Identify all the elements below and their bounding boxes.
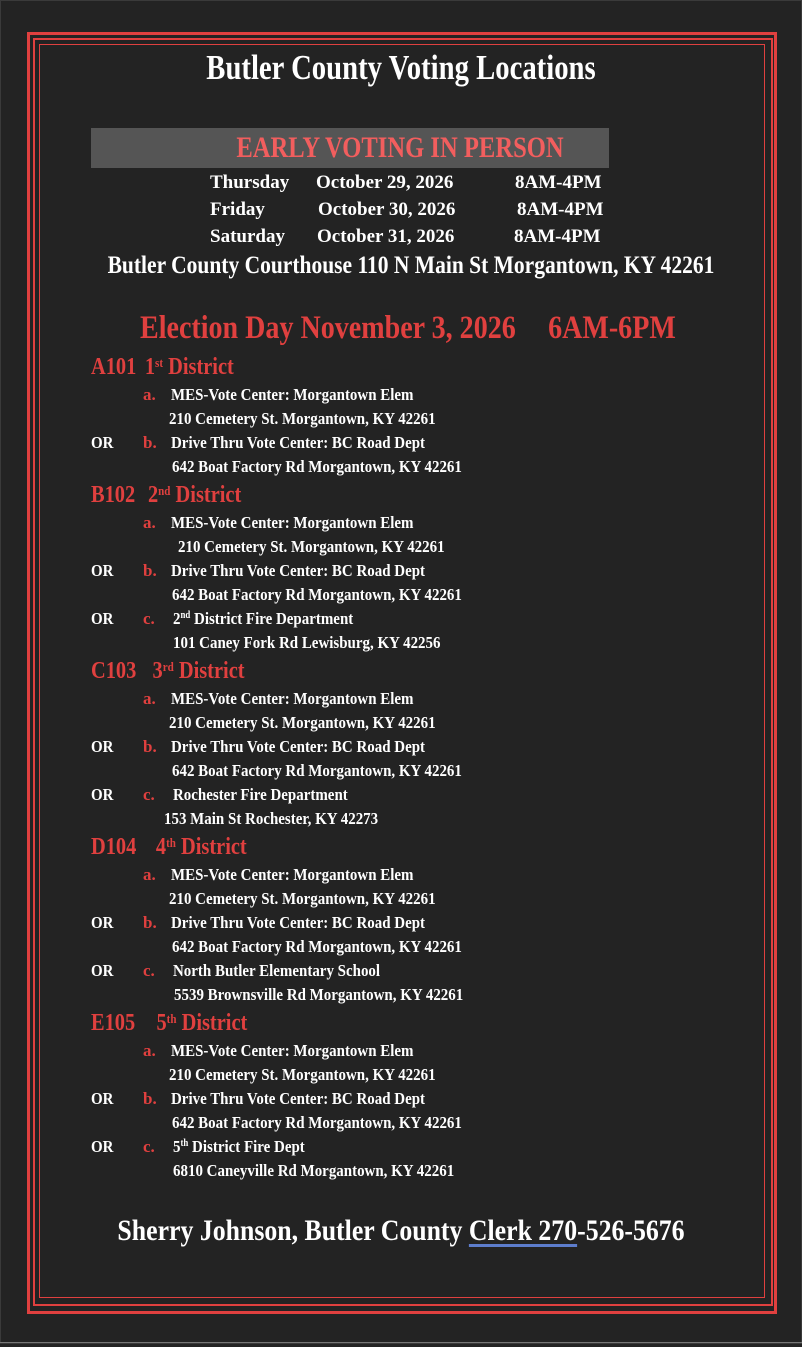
site-name: Drive Thru Vote Center: BC Road Dept <box>171 561 426 580</box>
site-marker: c. <box>143 785 155 804</box>
site-address: 6810 Caneyville Rd Morgantown, KY 42261 <box>173 1161 455 1180</box>
site-name <box>173 1137 305 1157</box>
district-ordinal: nd <box>158 483 171 498</box>
site-name-number: 2 <box>173 609 181 628</box>
site-marker: a. <box>143 385 156 404</box>
page-title: Butler County Voting Locations <box>206 48 596 87</box>
or-label: OR <box>91 561 114 580</box>
early-hours: 8AM-4PM <box>517 199 604 220</box>
or-label: OR <box>91 433 114 452</box>
election-day-hours: 6AM-6PM <box>548 310 676 346</box>
site-name-rest: District Fire Dept <box>188 1137 305 1156</box>
district-number: 4 <box>155 834 167 860</box>
or-label: OR <box>91 913 114 932</box>
or-label: OR <box>91 785 114 804</box>
district-heading <box>91 482 241 509</box>
site-address: 153 Main St Rochester, KY 42273 <box>164 809 379 828</box>
site-address: 210 Cemetery St. Morgantown, KY 42261 <box>169 1065 436 1084</box>
early-date: October 29, 2026 <box>316 172 454 193</box>
or-label: OR <box>91 609 114 628</box>
site-marker: b. <box>143 1089 157 1108</box>
clerk-name: Sherry Johnson, Butler County <box>117 1214 469 1247</box>
district-number: 2 <box>147 482 159 508</box>
site-marker: b. <box>143 561 157 580</box>
district-word: District <box>181 834 247 860</box>
district-heading <box>91 354 234 381</box>
site-name: MES-Vote Center: Morgantown Elem <box>171 1041 414 1060</box>
site-address: 642 Boat Factory Rd Morgantown, KY 42261 <box>172 761 462 780</box>
district-number: 5 <box>156 1010 167 1036</box>
site-marker: c. <box>143 1137 155 1156</box>
district-word: District <box>168 354 234 380</box>
district-number: 3 <box>152 658 163 684</box>
early-hours: 8AM-4PM <box>514 226 601 247</box>
early-day: Saturday <box>210 226 285 247</box>
bottom-divider <box>0 1342 802 1343</box>
clerk-contact <box>56 1214 746 1248</box>
district-ordinal: st <box>155 355 164 370</box>
site-name: MES-Vote Center: Morgantown Elem <box>171 689 414 708</box>
site-address: 210 Cemetery St. Morgantown, KY 42261 <box>178 537 445 556</box>
district-ordinal: th <box>166 835 176 850</box>
site-address: 642 Boat Factory Rd Morgantown, KY 42261 <box>172 1113 462 1132</box>
district-word: District <box>175 482 242 508</box>
early-day: Thursday <box>210 172 290 193</box>
district-ordinal: rd <box>162 659 174 674</box>
district-number: 1 <box>144 354 156 380</box>
site-marker: b. <box>143 737 157 756</box>
site-name-ordinal: nd <box>180 610 191 621</box>
district-code: D104 <box>91 834 137 860</box>
or-label: OR <box>91 1089 114 1108</box>
early-date: October 31, 2026 <box>317 226 455 247</box>
district-code: A101 <box>91 354 137 380</box>
site-name <box>173 609 353 629</box>
site-name: MES-Vote Center: Morgantown Elem <box>171 513 414 532</box>
site-name: Rochester Fire Department <box>173 785 348 804</box>
site-address: 210 Cemetery St. Morgantown, KY 42261 <box>169 889 436 908</box>
district-heading <box>91 658 245 685</box>
district-heading <box>91 834 247 861</box>
clerk-phone-rest: -526-5676 <box>577 1214 685 1247</box>
site-name-ordinal: th <box>180 1138 189 1149</box>
site-marker: a. <box>143 1041 156 1060</box>
site-address: 642 Boat Factory Rd Morgantown, KY 42261 <box>172 937 462 956</box>
site-name: Drive Thru Vote Center: BC Road Dept <box>171 1089 426 1108</box>
site-name: Drive Thru Vote Center: BC Road Dept <box>171 913 426 932</box>
site-marker: b. <box>143 433 157 452</box>
early-hours: 8AM-4PM <box>515 172 602 193</box>
site-address: 210 Cemetery St. Morgantown, KY 42261 <box>169 409 436 428</box>
site-name: Drive Thru Vote Center: BC Road Dept <box>171 433 426 452</box>
district-heading <box>91 1010 247 1037</box>
district-word: District <box>181 1010 248 1036</box>
site-marker: b. <box>143 913 157 932</box>
or-label: OR <box>91 961 114 980</box>
site-address: 5539 Brownsville Rd Morgantown, KY 42261 <box>174 985 464 1004</box>
site-marker: a. <box>143 689 156 708</box>
courthouse-address: Butler County Courthouse 110 N Main St Morgantown, KY 42261 <box>107 252 715 279</box>
or-label: OR <box>91 737 114 756</box>
election-day-date: Election Day November 3, 2026 <box>140 310 516 346</box>
district-code: C103 <box>91 658 137 684</box>
district-ordinal: th <box>166 1011 177 1026</box>
site-marker: c. <box>143 961 155 980</box>
site-address: 210 Cemetery St. Morgantown, KY 42261 <box>169 713 436 732</box>
site-address: 642 Boat Factory Rd Morgantown, KY 42261 <box>172 457 462 476</box>
site-name-rest: District Fire Department <box>190 609 354 628</box>
clerk-phone-link[interactable]: Clerk 270 <box>468 1214 578 1247</box>
district-word: District <box>178 658 245 684</box>
election-day-heading <box>140 310 676 347</box>
site-address: 101 Caney Fork Rd Lewisburg, KY 42256 <box>173 633 441 652</box>
or-label: OR <box>91 1137 114 1156</box>
site-name: Drive Thru Vote Center: BC Road Dept <box>171 737 426 756</box>
district-code: B102 <box>91 482 136 508</box>
site-name: North Butler Elementary School <box>173 961 381 980</box>
early-date: October 30, 2026 <box>318 199 456 220</box>
site-marker: a. <box>143 865 156 884</box>
site-marker: c. <box>143 609 155 628</box>
site-address: 642 Boat Factory Rd Morgantown, KY 42261 <box>172 585 462 604</box>
site-name: MES-Vote Center: Morgantown Elem <box>171 865 414 884</box>
district-code: E105 <box>91 1010 136 1036</box>
early-voting-heading: EARLY VOTING IN PERSON <box>236 131 564 164</box>
early-day: Friday <box>210 199 265 220</box>
site-name-number: 5 <box>173 1137 181 1156</box>
site-marker: a. <box>143 513 156 532</box>
site-name: MES-Vote Center: Morgantown Elem <box>171 385 414 404</box>
